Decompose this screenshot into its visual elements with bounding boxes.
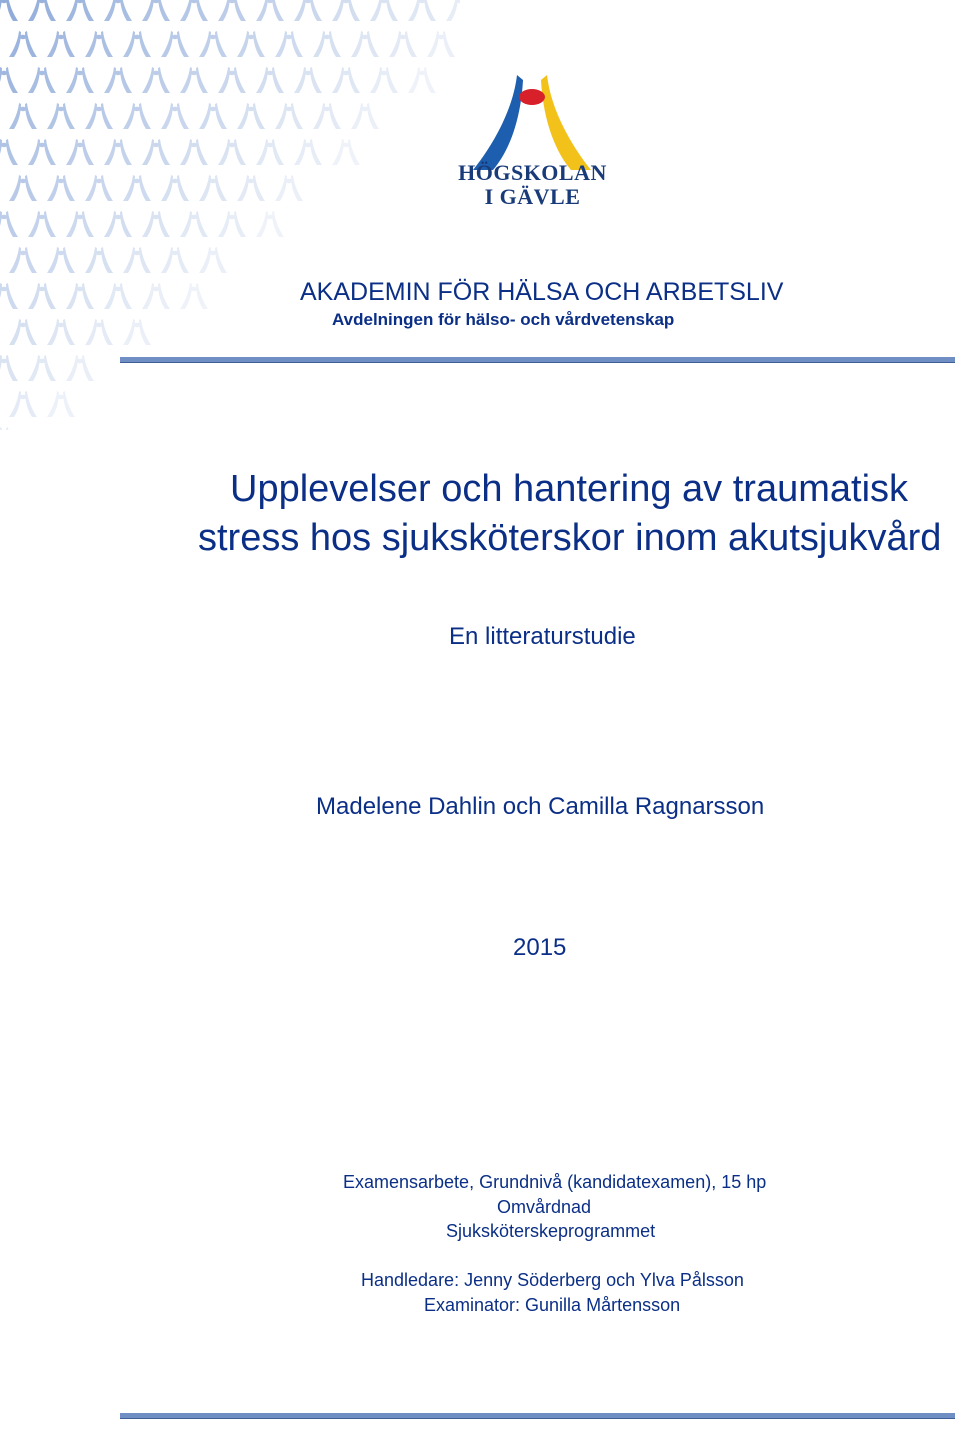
pattern-arch-icon	[28, 355, 56, 381]
pattern-arch-icon	[9, 31, 37, 57]
thesis-title-line2: stress hos sjuksköterskor inom akutsjukvård	[198, 517, 942, 559]
pattern-arch-icon	[446, 0, 460, 21]
academy-name: AKADEMIN FÖR HÄLSA OCH ARBETSLIV	[300, 278, 784, 306]
pattern-arch-icon	[0, 139, 18, 165]
pattern-arch-icon	[389, 31, 417, 57]
pattern-arch-icon	[218, 139, 246, 165]
pattern-arch-icon	[218, 67, 246, 93]
logo-text-line1: HÖGSKOLAN	[458, 160, 607, 185]
pattern-arch-icon	[47, 391, 75, 417]
pattern-arch-icon	[370, 67, 398, 93]
pattern-arch-icon	[256, 0, 284, 21]
pattern-arch-icon	[9, 391, 37, 417]
pattern-arch-icon	[370, 0, 398, 21]
pattern-arch-icon	[47, 31, 75, 57]
pattern-arch-icon	[180, 283, 208, 309]
pattern-arch-icon	[237, 175, 265, 201]
pattern-arch-icon	[313, 103, 341, 129]
pattern-arch-icon	[218, 0, 246, 21]
division-name: Avdelningen för hälso- och vårdvetenskap	[332, 310, 675, 329]
pattern-arch-icon	[123, 175, 151, 201]
pattern-arch-icon	[66, 0, 94, 21]
pattern-arch-icon	[47, 319, 75, 345]
pattern-arch-icon	[47, 103, 75, 129]
pattern-arch-icon	[275, 31, 303, 57]
pattern-arch-icon	[351, 31, 379, 57]
pattern-arch-icon	[427, 31, 455, 57]
thesis-title-line1: Upplevelser och hantering av traumatisk	[230, 468, 909, 510]
top-divider	[120, 357, 955, 363]
pattern-arch-icon	[104, 283, 132, 309]
pattern-arch-icon	[47, 247, 75, 273]
pattern-arch-icon	[66, 139, 94, 165]
pattern-arch-icon	[104, 0, 132, 21]
pattern-arch-icon	[142, 0, 170, 21]
thesis-subtitle: En litteraturstudie	[449, 623, 636, 650]
pattern-arch-icon	[256, 67, 284, 93]
pattern-arch-icon	[332, 139, 360, 165]
pattern-arch-icon	[351, 103, 379, 129]
pattern-arch-icon	[0, 283, 18, 309]
logo-text-line2: I GÄVLE	[484, 184, 581, 209]
pattern-arch-icon	[199, 103, 227, 129]
pattern-arch-icon	[9, 103, 37, 129]
pattern-arch-icon	[85, 103, 113, 129]
pattern-arch-icon	[66, 211, 94, 237]
pattern-arch-icon	[161, 247, 189, 273]
authors: Madelene Dahlin och Camilla Ragnarsson	[316, 793, 765, 820]
bottom-divider	[120, 1413, 955, 1419]
subject: Omvårdnad	[497, 1197, 592, 1217]
pattern-arch-icon	[275, 103, 303, 129]
pattern-arch-icon	[199, 31, 227, 57]
pattern-arch-icon	[9, 247, 37, 273]
background-logo-pattern	[0, 0, 460, 430]
pattern-arch-icon	[47, 175, 75, 201]
pattern-arch-icon	[123, 31, 151, 57]
pattern-arch-icon	[142, 211, 170, 237]
pattern-arch-icon	[180, 211, 208, 237]
pattern-arch-icon	[123, 319, 151, 345]
pattern-arch-icon	[199, 247, 227, 273]
pattern-arch-icon	[28, 67, 56, 93]
pattern-arch-icon	[0, 427, 18, 430]
pattern-arch-icon	[294, 139, 322, 165]
program: Sjuksköterskeprogrammet	[446, 1221, 656, 1241]
pattern-arch-icon	[142, 67, 170, 93]
pattern-arch-icon	[66, 283, 94, 309]
pattern-arch-icon	[123, 103, 151, 129]
pattern-arch-icon	[180, 0, 208, 21]
pattern-arch-icon	[142, 283, 170, 309]
pattern-arch-icon	[85, 319, 113, 345]
pattern-arch-icon	[237, 31, 265, 57]
pattern-arch-icon	[9, 319, 37, 345]
pattern-arch-icon	[104, 139, 132, 165]
pattern-arch-icon	[408, 67, 436, 93]
examiner: Examinator: Gunilla Mårtensson	[424, 1295, 681, 1315]
pattern-arch-icon	[28, 139, 56, 165]
pattern-arch-icon	[332, 67, 360, 93]
pattern-arch-icon	[66, 355, 94, 381]
pattern-arch-icon	[161, 175, 189, 201]
pattern-arch-icon	[0, 211, 18, 237]
pattern-arch-icon	[180, 67, 208, 93]
pattern-arch-icon	[408, 0, 436, 21]
pattern-arch-icon	[85, 247, 113, 273]
pattern-arch-icon	[0, 67, 18, 93]
supervisors: Handledare: Jenny Söderberg och Ylva Pålsson	[361, 1270, 744, 1290]
pattern-arch-icon	[256, 139, 284, 165]
pattern-arch-icon	[275, 175, 303, 201]
pattern-arch-icon	[0, 355, 18, 381]
pattern-arch-icon	[161, 31, 189, 57]
pattern-arch-icon	[180, 139, 208, 165]
pattern-arch-icon	[85, 31, 113, 57]
pattern-arch-icon	[66, 67, 94, 93]
pattern-arch-icon	[332, 0, 360, 21]
year: 2015	[513, 934, 567, 961]
pattern-arch-icon	[256, 211, 284, 237]
pattern-arch-icon	[123, 247, 151, 273]
degree-level: Examensarbete, Grundnivå (kandidatexamen), 15 hp	[343, 1172, 767, 1192]
pattern-arch-icon	[28, 283, 56, 309]
pattern-arch-icon	[313, 31, 341, 57]
pattern-arch-icon	[0, 0, 18, 21]
pattern-arch-icon	[294, 0, 322, 21]
pattern-arch-icon	[104, 67, 132, 93]
pattern-arch-icon	[199, 175, 227, 201]
pattern-arch-icon	[85, 175, 113, 201]
pattern-arch-icon	[237, 103, 265, 129]
pattern-arch-icon	[142, 139, 170, 165]
pattern-arch-icon	[28, 211, 56, 237]
pattern-arch-icon	[9, 175, 37, 201]
pattern-arch-icon	[218, 211, 246, 237]
pattern-arch-icon	[294, 67, 322, 93]
pattern-arch-icon	[28, 0, 56, 21]
pattern-arch-icon	[161, 103, 189, 129]
pattern-arch-icon	[104, 211, 132, 237]
